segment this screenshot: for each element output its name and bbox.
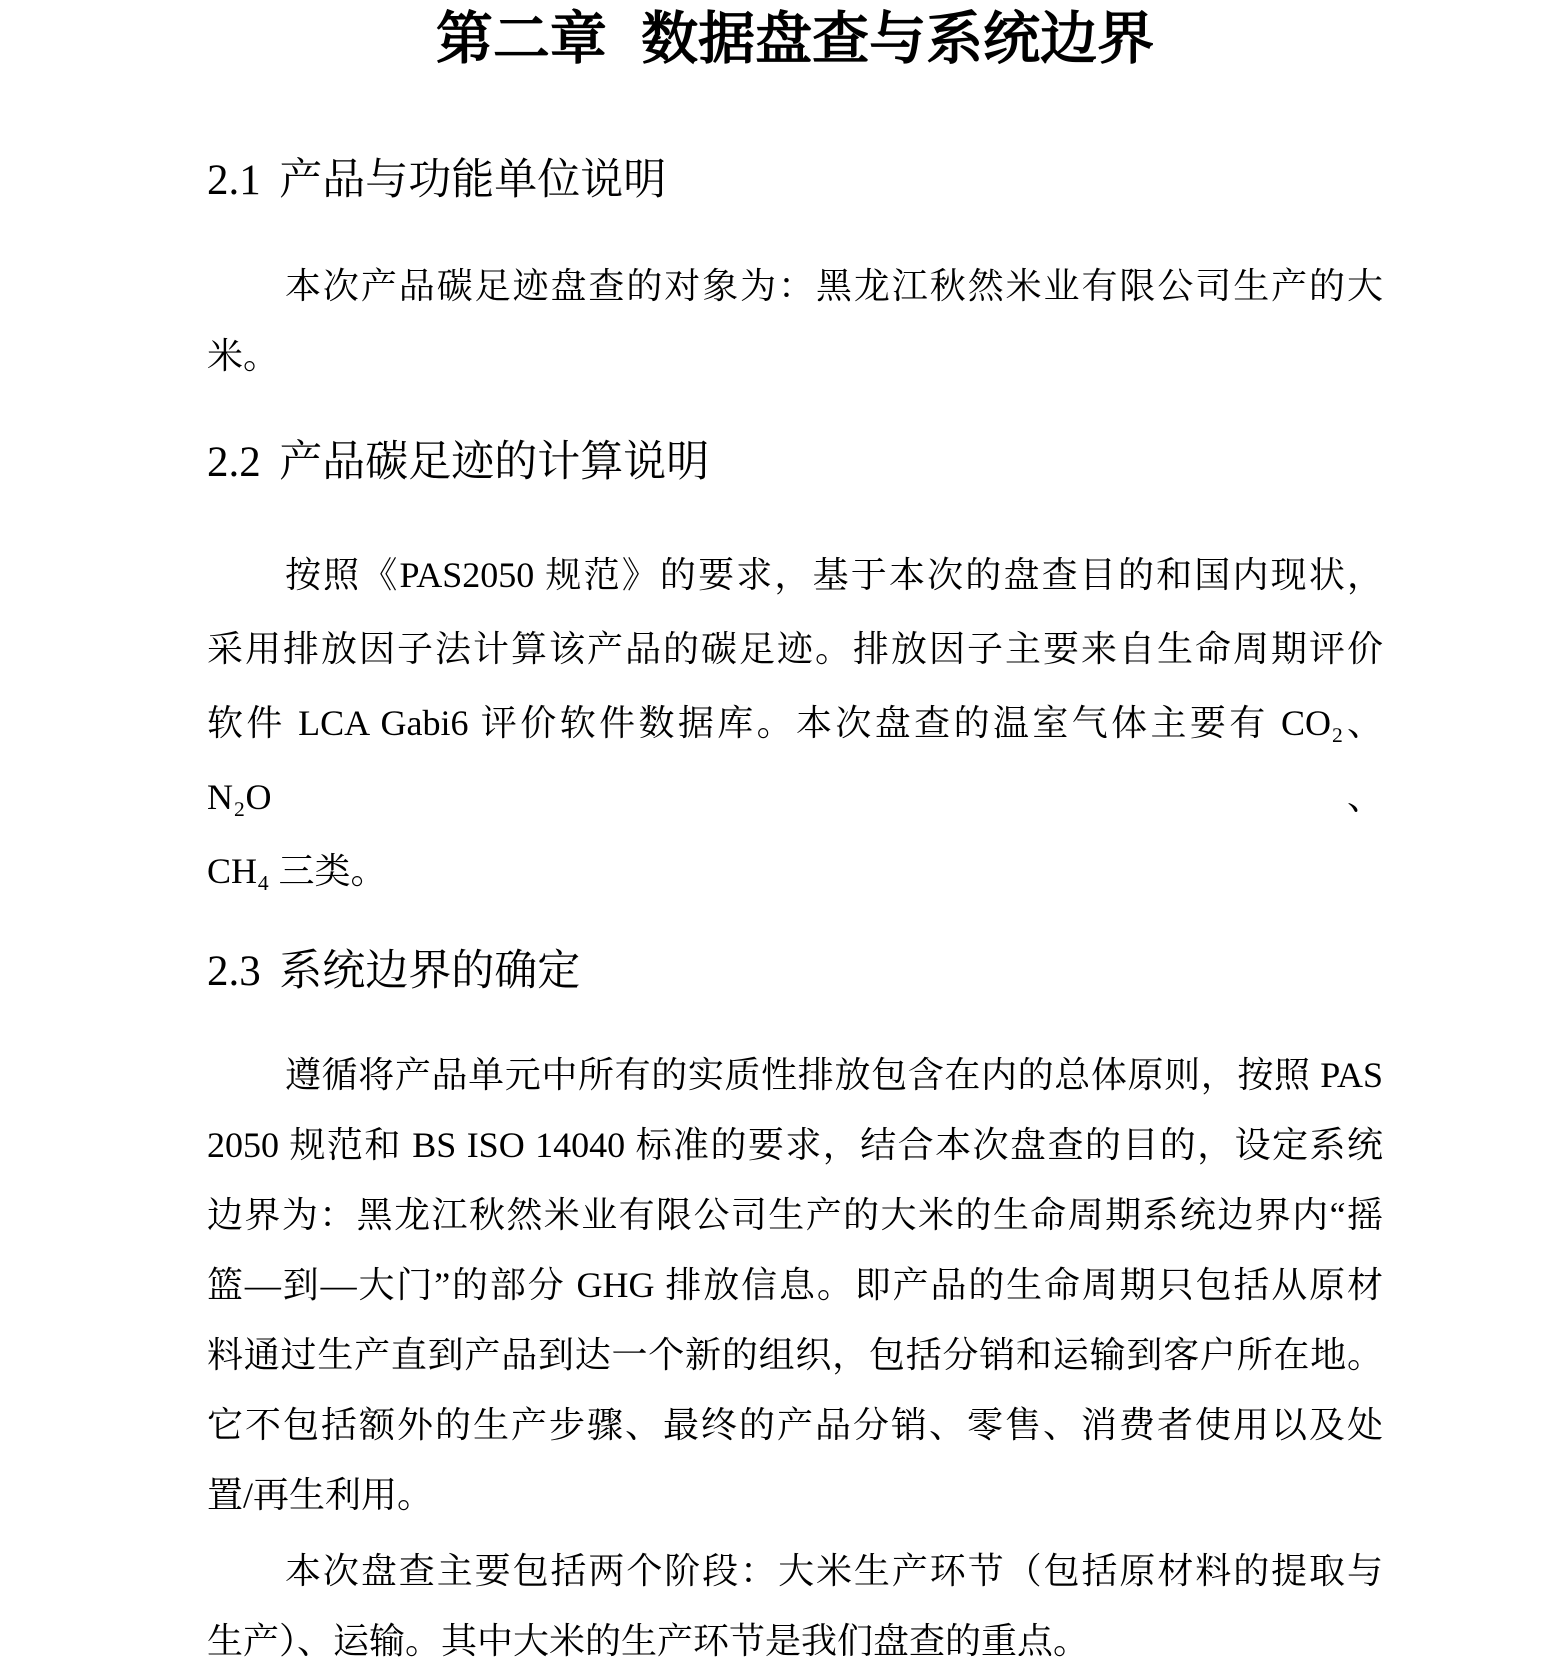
paragraph-line: 采用排放因子法计算该产品的碳足迹。排放因子主要来自生命周期评价 bbox=[207, 629, 1383, 669]
paragraph-line: 篮—到—大门”的部分 GHG 排放信息。即产品的生命周期只包括从原材 bbox=[207, 1265, 1383, 1305]
paragraph-line: 遵循将产品单元中所有的实质性排放包含在内的总体原则，按照 PAS bbox=[285, 1055, 1383, 1095]
section-heading-2-3: 2.3 系统边界的确定 bbox=[207, 948, 581, 995]
paragraph-line: 生产）、运输。其中大米的生产环节是我们盘查的重点。 bbox=[207, 1621, 1090, 1661]
paragraph-line: 2050 规范和 BS ISO 14040 标准的要求，结合本次盘查的目的，设定系统 bbox=[207, 1125, 1383, 1165]
paragraph bbox=[207, 1536, 1383, 1676]
paragraph-line: CH₄ 三类。 bbox=[207, 851, 387, 891]
paragraph-line: 本次产品碳足迹盘查的对象为：黑龙江秋然米业有限公司生产的大 bbox=[285, 266, 1383, 306]
chapter-title: 第二章 数据盘查与系统边界 bbox=[435, 8, 1155, 71]
paragraph-line: 米。 bbox=[207, 336, 280, 376]
paragraph-line: 本次盘查主要包括两个阶段：大米生产环节（包括原材料的提取与 bbox=[285, 1551, 1383, 1591]
paragraph-line: 按照《PAS2050 规范》的要求，基于本次的盘查目的和国内现状， bbox=[285, 555, 1383, 595]
paragraph-line: 它不包括额外的生产步骤、最终的产品分销、零售、消费者使用以及处 bbox=[207, 1405, 1383, 1445]
paragraph bbox=[207, 1040, 1383, 1530]
section-heading-2-1: 2.1 产品与功能单位说明 bbox=[207, 157, 667, 204]
paragraph-line: 料通过生产直到产品到达一个新的组织，包括分销和运输到客户所在地。 bbox=[207, 1335, 1383, 1375]
section-heading-2-2: 2.2 产品碳足迹的计算说明 bbox=[207, 439, 710, 486]
paragraph-line: 置/再生利用。 bbox=[207, 1475, 434, 1515]
paragraph-line: 边界为：黑龙江秋然米业有限公司生产的大米的生命周期系统边界内“摇 bbox=[207, 1195, 1383, 1235]
paragraph bbox=[207, 538, 1383, 908]
paragraph bbox=[207, 251, 1383, 391]
paragraph-line: 软件 LCA Gabi6 评价软件数据库。本次盘查的温室气体主要有 CO₂、N₂O、 bbox=[207, 703, 1383, 817]
